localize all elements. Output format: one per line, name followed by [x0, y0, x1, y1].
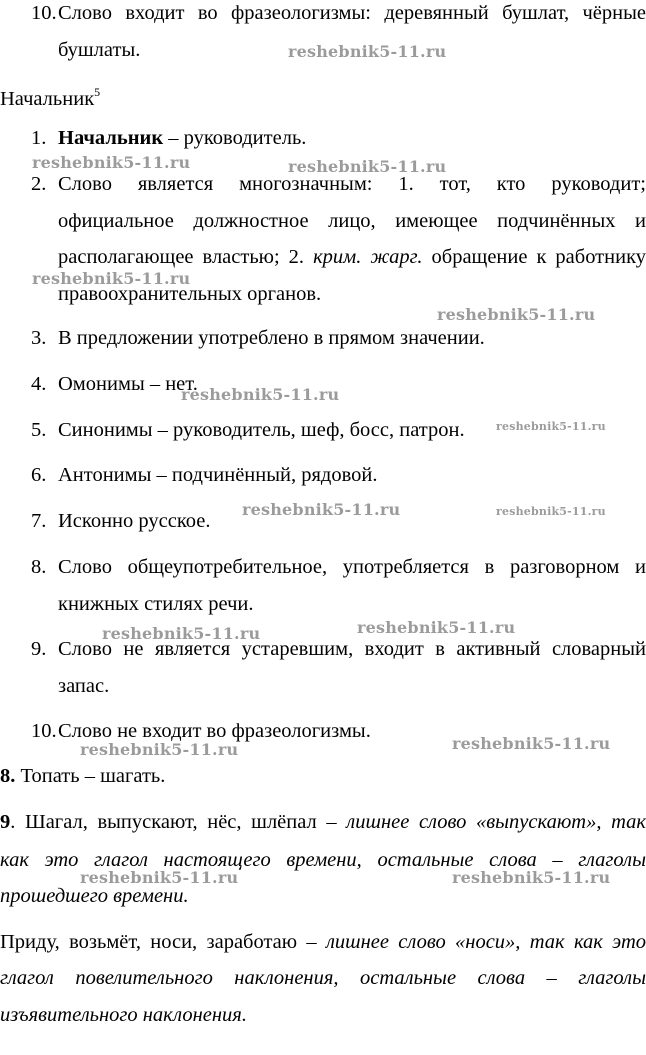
list-item-text: Слово не является устаревшим, входит в активный словарный	[58, 638, 646, 660]
watermark: reshebnik5-11.ru	[437, 305, 596, 324]
watermark: reshebnik5-11.ru	[288, 42, 447, 61]
list-number: 7.	[31, 510, 47, 532]
watermark: reshebnik5-11.ru	[102, 624, 261, 643]
list-item-text: книжных стилях речи.	[58, 593, 254, 615]
watermark: reshebnik5-11.ru	[181, 385, 340, 404]
list-item-text: правоохранительных органов.	[58, 283, 322, 305]
list-number: 10.	[31, 2, 57, 24]
watermark: reshebnik5-11.ru	[496, 420, 606, 433]
watermark: reshebnik5-11.ru	[496, 505, 606, 518]
list-number: 4.	[31, 373, 47, 395]
list-item-text: Слово является многозначным: 1. тот, кто руководит;	[58, 173, 646, 195]
list-item-text: Омонимы – нет.	[58, 373, 198, 395]
watermark: reshebnik5-11.ru	[80, 740, 239, 759]
list-item-text: бушлаты.	[58, 39, 141, 61]
task-9-line: 9. Шагал, выпускают, нёс, шлёпал – лишнее слово «выпускают», так	[0, 811, 646, 833]
task-9-line: прошедшего времени.	[0, 885, 189, 907]
watermark: reshebnik5-11.ru	[357, 618, 516, 637]
list-item-text: располагающее властью; 2. крим. жарг. обращение к работнику	[58, 246, 646, 268]
list-number: 9.	[31, 638, 47, 660]
list-number: 3.	[31, 327, 47, 349]
watermark: reshebnik5-11.ru	[288, 157, 447, 176]
list-number: 2.	[31, 173, 47, 195]
list-item-text: Слово входит во фразеологизмы: деревянный бушлат, чёрные	[58, 2, 646, 24]
list-number: 1.	[31, 127, 47, 149]
watermark: reshebnik5-11.ru	[80, 868, 239, 887]
task-8: 8. Топать – шагать.	[0, 765, 166, 787]
list-item-text: Слово не входит во фразеологизмы.	[58, 720, 371, 742]
list-item-text: Антонимы – подчинённый, рядовой.	[58, 464, 378, 486]
watermark: reshebnik5-11.ru	[452, 868, 611, 887]
list-number: 10.	[31, 720, 57, 742]
watermark: reshebnik5-11.ru	[32, 153, 191, 172]
list-number: 6.	[31, 464, 47, 486]
section-heading: Начальник$^5$	[0, 85, 101, 110]
task-9-line: Приду, возьмёт, носи, заработаю – лишнее слово «носи», так как это	[0, 931, 646, 953]
list-item-text: В предложении употреблено в прямом значении.	[58, 327, 485, 349]
task-9-line: изъявительного наклонения.	[0, 1004, 247, 1026]
list-number: 5.	[31, 419, 47, 441]
watermark: reshebnik5-11.ru	[452, 734, 611, 753]
watermark: reshebnik5-11.ru	[32, 269, 191, 288]
list-item-text: Слово общеупотребительное, употребляется в разговорном и	[58, 556, 646, 578]
list-item-text: официальное должностное лицо, имеющее подчинённых и	[58, 210, 646, 232]
list-item-text: Начальник – руководитель.	[58, 127, 307, 149]
list-item-text: Исконно русское.	[58, 510, 211, 532]
list-number: 8.	[31, 556, 47, 578]
task-9-line: как это глагол настоящего времени, остальные слова – глаголы	[0, 849, 646, 871]
list-item-text: Синонимы – руководитель, шеф, босс, патрон.	[58, 419, 465, 441]
list-item-text: запас.	[58, 675, 110, 697]
watermark: reshebnik5-11.ru	[242, 500, 401, 519]
task-9-line: глагол повелительного наклонения, остальные слова – глаголы	[0, 967, 646, 989]
